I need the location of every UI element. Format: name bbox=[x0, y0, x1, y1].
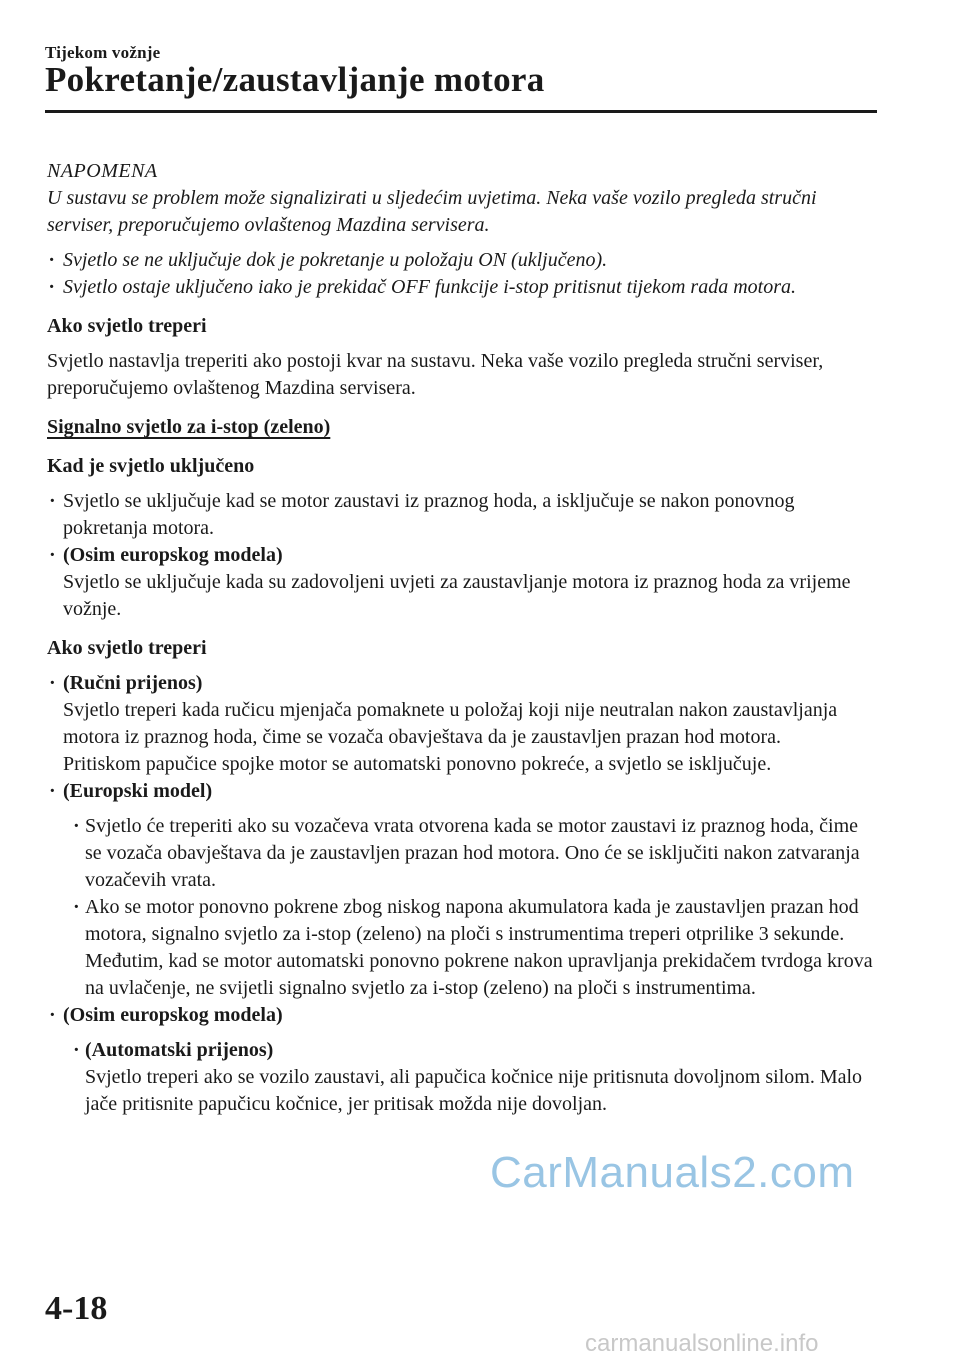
page-number: 4-18 bbox=[45, 1290, 108, 1327]
header-rule bbox=[45, 110, 877, 113]
noneuro-bullet bbox=[47, 1002, 877, 1029]
euro-sub-bullet: · Ako se motor ponovno pokrene zbog niskog napona akumulatora kada je zaustavljen prazan hod motora, signalno svjetlo za i-stop (zeleno) na ploči s instrumentima treperi otprilike 3 sekunde. Međutim, kad se motor automatski ponovno pokrene nakon upravljanja prekidačem tvrdoga krova na uvlačenje, ne svijetli signalno svjetlo za i-stop (zeleno) na ploči s instrumentima. bbox=[47, 894, 877, 1002]
manual-bullet bbox=[47, 670, 877, 778]
bullet-label: · (Europski model) bbox=[63, 780, 213, 802]
page-content bbox=[47, 158, 877, 1118]
on-bullet bbox=[47, 542, 877, 623]
on-heading: Kad je svjetlo uključeno bbox=[47, 455, 255, 477]
watermark-logo: CarManuals2.com bbox=[490, 1148, 855, 1197]
note-text: U sustavu se problem može signalizirati u sljedećim uvjetima. Neka vaše vozilo pregleda stručni serviser, preporučujemo ovlaštenog Mazdina servisera. bbox=[47, 187, 817, 236]
bullet-text: Svjetlo treperi ako se vozilo zaustavi, ali papučica kočnice nije pritisnuta dovoljnom silom. Malo jače pritisnite papučicu kočnice, jer pritisak možda nije dovoljan. bbox=[85, 1066, 863, 1115]
on-bullet: · Svjetlo se uključuje kad se motor zaustavi iz praznog hoda, a isključuje se nakon ponovnog pokretanja motora. bbox=[47, 488, 877, 542]
auto-sub-bullet bbox=[47, 1037, 877, 1118]
euro-sub-bullet: · Svjetlo će treperiti ako su vozačeva vrata otvorena kada se motor zaustavi iz praznog hoda, čime se vozača obavještava da je zaustavljen prazan hod motora. Ono će se isključiti nakon zatvaranja vozačevih vrata. bbox=[47, 813, 877, 894]
section-label: Tijekom vožnje bbox=[45, 43, 161, 62]
page-title: Pokretanje/zaustavljanje motora bbox=[45, 60, 545, 99]
bullet-text: Svjetlo treperi kada ručicu mjenjača pomaknete u položaj koji nije neutralan nakon zaustavljanja motora iz praznog hoda, čime se vozača obavještava da je zaustavljen prazan hod motora. bbox=[63, 699, 838, 748]
bullet-label: · (Ručni prijenos) bbox=[63, 672, 203, 694]
subsection-title: Signalno svjetlo za i-stop (zeleno) bbox=[47, 416, 331, 438]
blink-heading: Ako svjetlo treperi bbox=[47, 315, 207, 337]
note-bullet: · Svjetlo ostaje uključeno iako je prekidač OFF funkcije i-stop pritisnut tijekom rada motora. bbox=[47, 274, 877, 301]
euro-bullet bbox=[47, 778, 877, 805]
footer-url[interactable]: carmanualsonline.info bbox=[585, 1330, 819, 1357]
bullet-label: · (Osim europskog modela) bbox=[63, 544, 283, 566]
blink-text: Svjetlo nastavlja treperiti ako postoji kvar na sustavu. Neka vaše vozilo pregleda stručni serviser, preporučujemo ovlaštenog Mazdina servisera. bbox=[47, 350, 824, 399]
note-block bbox=[47, 158, 877, 301]
blink-heading-2: Ako svjetlo treperi bbox=[47, 637, 207, 659]
bullet-text: Pritiskom papučice spojke motor se automatski ponovno pokreće, a svjetlo se isključuje. bbox=[63, 753, 772, 775]
note-bullet: · Svjetlo se ne uključuje dok je pokretanje u položaju ON (uključeno). bbox=[47, 247, 877, 274]
bullet-label: · (Osim europskog modela) bbox=[63, 1004, 283, 1026]
note-title: NAPOMENA bbox=[47, 160, 158, 182]
bullet-label: · (Automatski prijenos) bbox=[85, 1039, 274, 1061]
bullet-text: Svjetlo se uključuje kada su zadovoljeni uvjeti za zaustavljanje motora iz praznog hoda za vrijeme vožnje. bbox=[63, 571, 851, 620]
